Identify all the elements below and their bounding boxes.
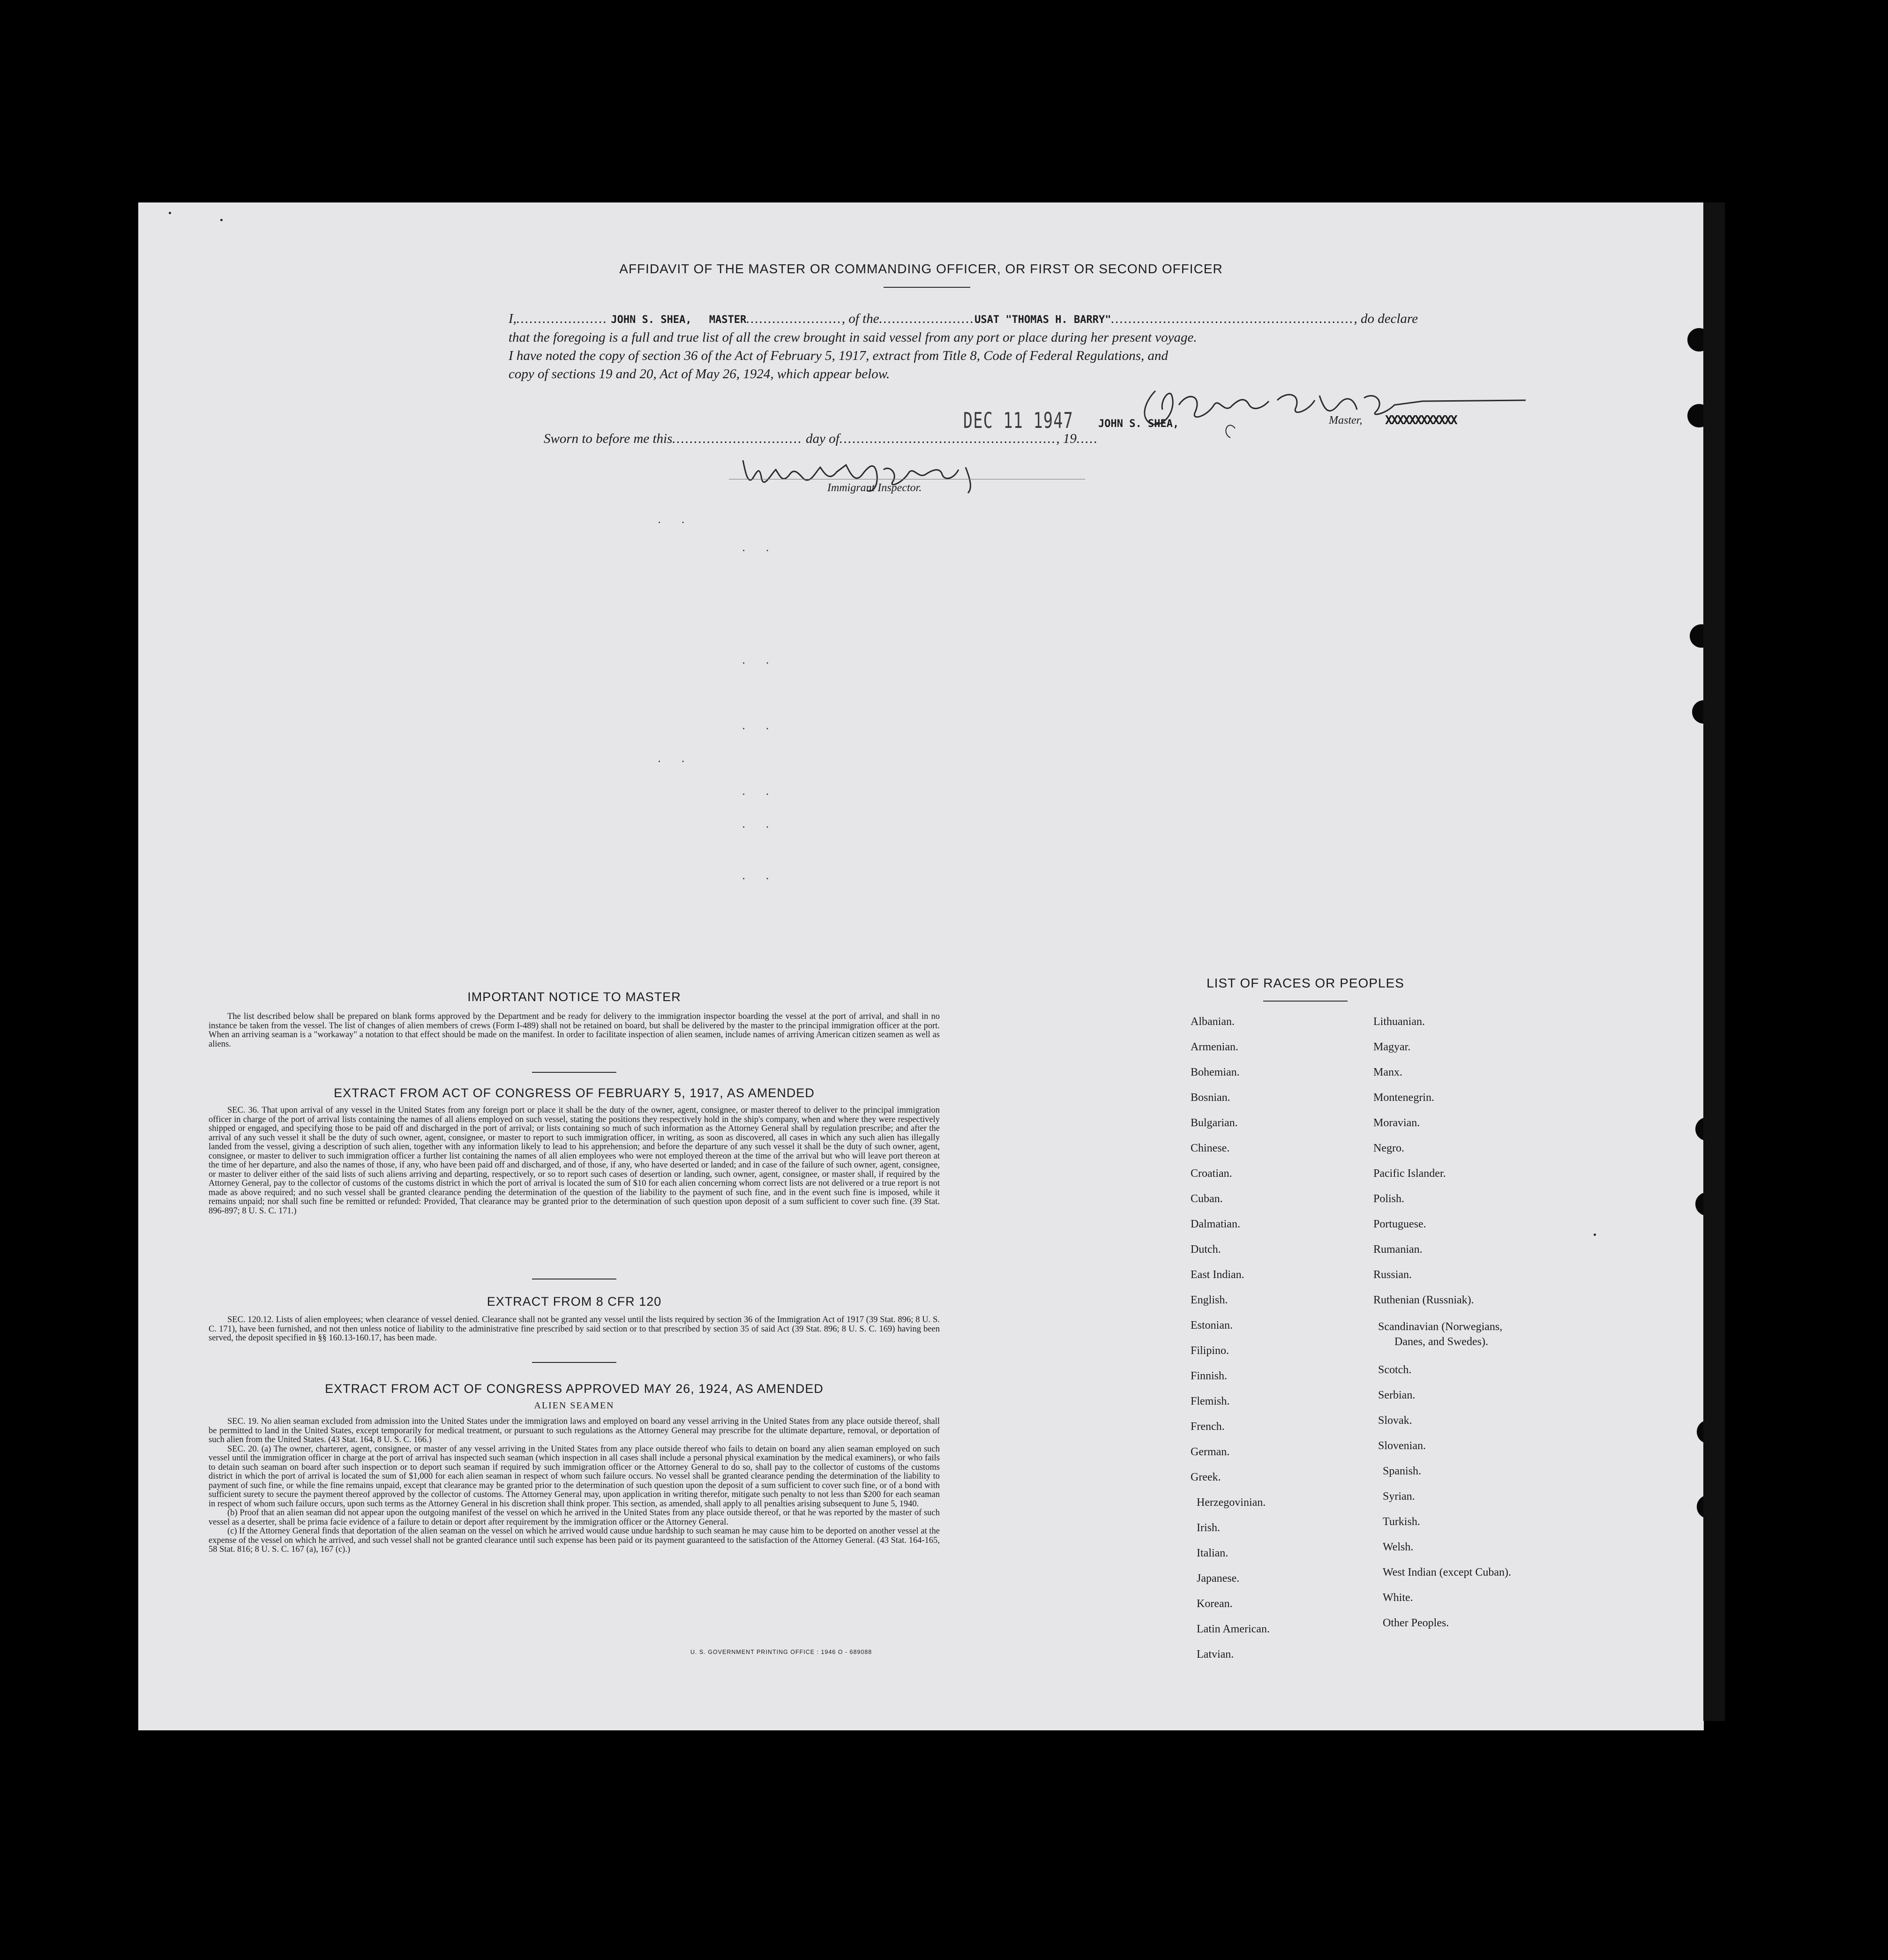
title-divider (884, 287, 970, 288)
race-item: Russian. (1373, 1269, 1412, 1281)
typed-master-name-2: JOHN S. SHEA, (1098, 418, 1179, 430)
faint-dots: . . (658, 512, 693, 526)
typed-vessel-name: USAT "THOMAS H. BARRY" (974, 314, 1111, 326)
master-label: Master, (1329, 414, 1363, 426)
speck (1594, 1234, 1596, 1236)
faint-dots: . . (658, 751, 693, 765)
race-item: English. (1191, 1294, 1228, 1306)
race-item: Portuguese. (1373, 1218, 1426, 1230)
race-item: Italian. (1197, 1547, 1229, 1559)
speck (220, 219, 223, 221)
extract-1924-sec20c: (c) If the Attorney General finds that deportation of the alien seaman on the vessel on which he arrived would cause undue hardship to such seaman he may cause him to be deported on another vessel at the expense of the vessel on which he arrived, and such vessel shall not be granted clearance until such expense has been paid or its payment guaranteed to the satisfaction of the Attorney General. (43 Stat. 164-165, 58 Stat. 816; 8 U. S. C. 167 (a), 167 (c).) (209, 1526, 940, 1554)
race-item: Irish. (1197, 1522, 1220, 1534)
race-item: Dutch. (1191, 1243, 1221, 1256)
faint-dots: . . (742, 868, 778, 882)
race-item: Bohemian. (1191, 1066, 1240, 1078)
extract-1924-sec20a: SEC. 20. (a) The owner, charterer, agent, consignee, or master of any vessel arriving in the United States from any place outside thereof who fails to detain on board any alien seaman employed on such vessel until the immigration officer in charge at the port of arrival has inspected such seaman (which inspection in all cases shall include a personal physical examination by the medical examiners), or who fails to detain such seaman on board after such inspection or to deport such seaman if required by such immigration officer or the Attorney General to do so, shall pay to the collector of customs of the customs district in which the port of arrival is located the sum of $1,000 for each alien seaman in respect of whom such failure occurs. No vessel shall be granted clearance pending the determination of the liability to payment of such fine, or while the fine remains unpaid, except that clearance may be granted prior to the determination of such question upon the deposit of a sum sufficient to cover such fine, or of a bond with sufficient surety to secure the payment thereof approved by the collector of customs. The Attorney General may, upon application in writing therefor, mitigate such penalty to not less than $200 for each seaman in respect of whom such failure occurs, upon such terms as the Attorney General in his discretion shall think proper. This section, as amended, shall apply to all penalties arising subsequent to June 5, 1940. (209, 1444, 940, 1509)
typed-master-rank: MASTER (709, 314, 747, 326)
extract-1924-sec19: SEC. 19. No alien seaman excluded from admission into the United States under the immigration laws and employed on board any vessel arriving in the United States from any place outside thereof, shall be permitted to land in the United States, except temporarily for medical treatment, or pursuant to such regulations as the Attorney General may prescribe for the ultimate departure, removal, or deportation of such alien from the United States. (43 Stat. 164, 8 U. S. C. 166.) (209, 1417, 940, 1444)
faint-dots: . . (742, 718, 778, 732)
race-item: Syrian. (1383, 1490, 1415, 1503)
race-item: Danes, and Swedes). (1394, 1336, 1488, 1348)
race-item: Montenegrin. (1373, 1092, 1434, 1104)
race-item: White. (1383, 1592, 1413, 1604)
faint-dots: . . (742, 784, 778, 798)
line1-suffix: , do declare (1354, 311, 1418, 326)
extract-8cfr-body (209, 1316, 940, 1343)
race-item: Cuban. (1191, 1193, 1223, 1205)
extract-1924-sec20b: (b) Proof that an alien seaman did not appear upon the outgoing manifest of the vessel on which he arrived in the United States from any place outside thereof, or that he was reported by the master of such vessel as a deserter, shall be prima facie evidence of a failure to detain or deport after requirement by the immigration officer or the Attorney General. (209, 1508, 940, 1527)
extract-8cfr-text: SEC. 120.12. Lists of alien employees; when clearance of vessel denied. Clearance shall not be granted any vessel until the lists required by section 36 of the Immigration Act of 1917 (39 Stat. 896; 8 U. S. C. 171), have been furnished, and not then unless notice of liability to the administrative fine prescribed by said section or to that prescribed by section 35 of said Act (39 Stat. 896; 8 U. S. C. 169) having been served, the deposit specified in §§ 160.13-160.17, has been made. (209, 1315, 940, 1343)
race-item: Japanese. (1197, 1572, 1240, 1585)
sworn-prefix: Sworn to before me this (544, 431, 673, 446)
race-item: Ruthenian (Russniak). (1373, 1294, 1474, 1306)
extract-1924-title: EXTRACT FROM ACT OF CONGRESS APPROVED MAY 26, 1924, AS AMENDED (325, 1382, 824, 1396)
race-item: Dalmatian. (1191, 1218, 1240, 1230)
extract-1917-body (209, 1106, 940, 1216)
alien-seamen-subtitle: ALIEN SEAMEN (534, 1400, 614, 1411)
race-item: East Indian. (1191, 1269, 1244, 1281)
race-item: Latvian. (1197, 1648, 1234, 1661)
race-item: Filipino. (1191, 1345, 1229, 1357)
comma-19-text: , 19 (1056, 431, 1077, 446)
race-item: Slovenian. (1378, 1440, 1426, 1452)
faint-dots: . . (742, 540, 778, 554)
race-item: Croatian. (1191, 1167, 1232, 1180)
race-item: Rumanian. (1373, 1243, 1423, 1256)
race-item: Lithuanian. (1373, 1016, 1425, 1028)
race-item: Estonian. (1191, 1319, 1233, 1332)
extract-1917-title: EXTRACT FROM ACT OF CONGRESS OF FEBRUARY 5, 1917, AS AMENDED (334, 1086, 815, 1100)
race-item: West Indian (except Cuban). (1383, 1566, 1511, 1578)
race-item: Bulgarian. (1191, 1117, 1238, 1129)
typed-master-name: JOHN S. SHEA, (611, 314, 692, 326)
affidavit-line-3: I have noted the copy of section 36 of the Act of February 5, 1917, extract from Title 8, Code of Federal Regulations, and (509, 348, 1169, 363)
races-title: LIST OF RACES OR PEOPLES (1206, 976, 1404, 990)
affidavit-line-1: I,..................... JOHN S. SHEA, MASTER......................, of the......................USAT "THOMAS H. BARRY"........................................................, do declare (509, 311, 1418, 326)
race-item: Manx. (1373, 1066, 1402, 1078)
race-item: Latin American. (1197, 1623, 1270, 1635)
inspector-label: Immigrant Inspector. (827, 482, 922, 494)
faint-dots: . . (742, 816, 778, 830)
master-signature (1094, 372, 1554, 442)
race-item: Moravian. (1373, 1117, 1420, 1129)
race-item: Bosnian. (1191, 1092, 1230, 1104)
extract-1917-text: SEC. 36. That upon arrival of any vessel in the United States from any foreign port or place it shall be the duty of the owner, agent, consignee, or master thereof to deliver to the principal immigration officer in charge of the port of arrival lists containing the names of all aliens employed on such vessel, stating the positions they respectively hold in the ship's company, when and where they were respectively shipped or engaged, and specifying those to be paid off and discharged in the port of arrival; or lists containing so much of such information as the Attorney General shall by regulation prescribe; and after the arrival of any such vessel it shall be the duty of such owner, agent, consignee, or master to report to such immigration officer, in writing, as soon as discovered, all cases in which any such alien has illegally landed from the vessel, giving a description of such alien, together with any information likely to lead to his apprehension; and before the departure of any such vessel it shall be the duty of such owner, agent, consignee, or master to deliver to such immigration officer a further list containing the names of all alien employees who were not employed thereon at the time of the arrival but who will leave port thereon at the time of her departure, and also the names of those, if any, who have been paid off and discharged, and of those, if any, who have deserted or landed; and in case of the failure of such owner, agent, consignee, or master to deliver either of the said lists of such aliens arriving and departing, respectively, or so to report such cases of desertion or landing, such owner, agent, consignee, or master shall, if required by the Attorney General, pay to the collector of customs of the customs district in which the port of arrival is located the sum of $10 for each alien concerning whom correct lists are not delivered or a true report is not made as above required; and no such vessel shall be granted clearance pending the determination of the question of the liability to the payment of such fine, and in the event such fine is imposed, while it remains unpaid; nor shall such fine be remitted or refunded: Provided, That clearance may be granted prior to the determination of such question upon deposit of a sum sufficient to cover such fine. (39 Stat. 896-897; 8 U. S. C. 171.) (209, 1106, 940, 1216)
race-item: Flemish. (1191, 1395, 1230, 1407)
race-item: Greek. (1191, 1471, 1221, 1483)
struck-title: XXXXXXXXXXXX (1385, 413, 1456, 427)
race-item: French. (1191, 1421, 1225, 1433)
race-item: Pacific Islander. (1373, 1167, 1446, 1180)
document-page (138, 202, 1704, 1730)
race-item: Slovak. (1378, 1414, 1412, 1427)
race-item: Spanish. (1383, 1465, 1422, 1477)
races-divider (1263, 1001, 1348, 1002)
race-item: Korean. (1197, 1598, 1233, 1610)
race-item: Finnish. (1191, 1370, 1228, 1382)
race-item: Negro. (1373, 1142, 1404, 1154)
date-stamp: DEC 11 1947 (963, 408, 1074, 433)
of-the-text: , of the (841, 311, 879, 326)
race-item: Chinese. (1191, 1142, 1230, 1154)
faint-dots: . . (742, 652, 778, 666)
affidavit-line-2: that the foregoing is a full and true list of all the crew brought in said vessel from any port or place during her present voyage. (509, 330, 1197, 345)
race-item: Serbian. (1378, 1389, 1416, 1401)
race-item: Magyar. (1373, 1041, 1411, 1053)
race-item: Polish. (1373, 1193, 1405, 1205)
day-of-text: day of (806, 431, 839, 446)
affidavit-line-4: copy of sections 19 and 20, Act of May 26, 1924, which appear below. (509, 367, 890, 382)
extract-1924-body (209, 1417, 940, 1555)
page-edge-shadow (1703, 202, 1725, 1721)
speck (169, 212, 171, 214)
sworn-line: Sworn to before me this.............................. day of.................................................., 19..... (544, 431, 1099, 446)
affidavit-title: AFFIDAVIT OF THE MASTER OR COMMANDING OFFICER, OR FIRST OR SECOND OFFICER (619, 262, 1223, 276)
race-item: Scandinavian (Norwegians, (1378, 1321, 1503, 1333)
race-item: Albanian. (1191, 1016, 1235, 1028)
section-divider (532, 1362, 616, 1363)
race-item: Armenian. (1191, 1041, 1238, 1053)
line1-prefix: I, (509, 311, 517, 326)
race-item: Other Peoples. (1383, 1617, 1449, 1629)
section-divider (532, 1072, 616, 1073)
extract-8cfr-title: EXTRACT FROM 8 CFR 120 (487, 1294, 662, 1309)
race-item: German. (1191, 1446, 1230, 1458)
printing-office-footer: U. S. GOVERNMENT PRINTING OFFICE : 1946 O - 689088 (690, 1649, 872, 1655)
notice-text: The list described below shall be prepared on blank forms approved by the Department and be ready for delivery to the immigration inspector boarding the vessel at the port of arrival, and shall in no instance be taken from the vessel. The list of changes of alien members of crews (Form I-489) shall not be retained on board, but shall be delivered by the master to the principal immigration officer at the port. When an arriving seaman is a "workaway" a notation to that effect should be made on the manifest. In order to facilitate inspection of alien seamen, include names of arriving American citizen seamen as well as aliens. (209, 1012, 940, 1049)
race-item: Scotch. (1378, 1364, 1412, 1376)
race-item: Herzegovinian. (1197, 1496, 1266, 1509)
race-item: Turkish. (1383, 1516, 1420, 1528)
notice-body (209, 1012, 940, 1049)
notice-title: IMPORTANT NOTICE TO MASTER (467, 990, 681, 1004)
race-item: Welsh. (1383, 1541, 1414, 1553)
